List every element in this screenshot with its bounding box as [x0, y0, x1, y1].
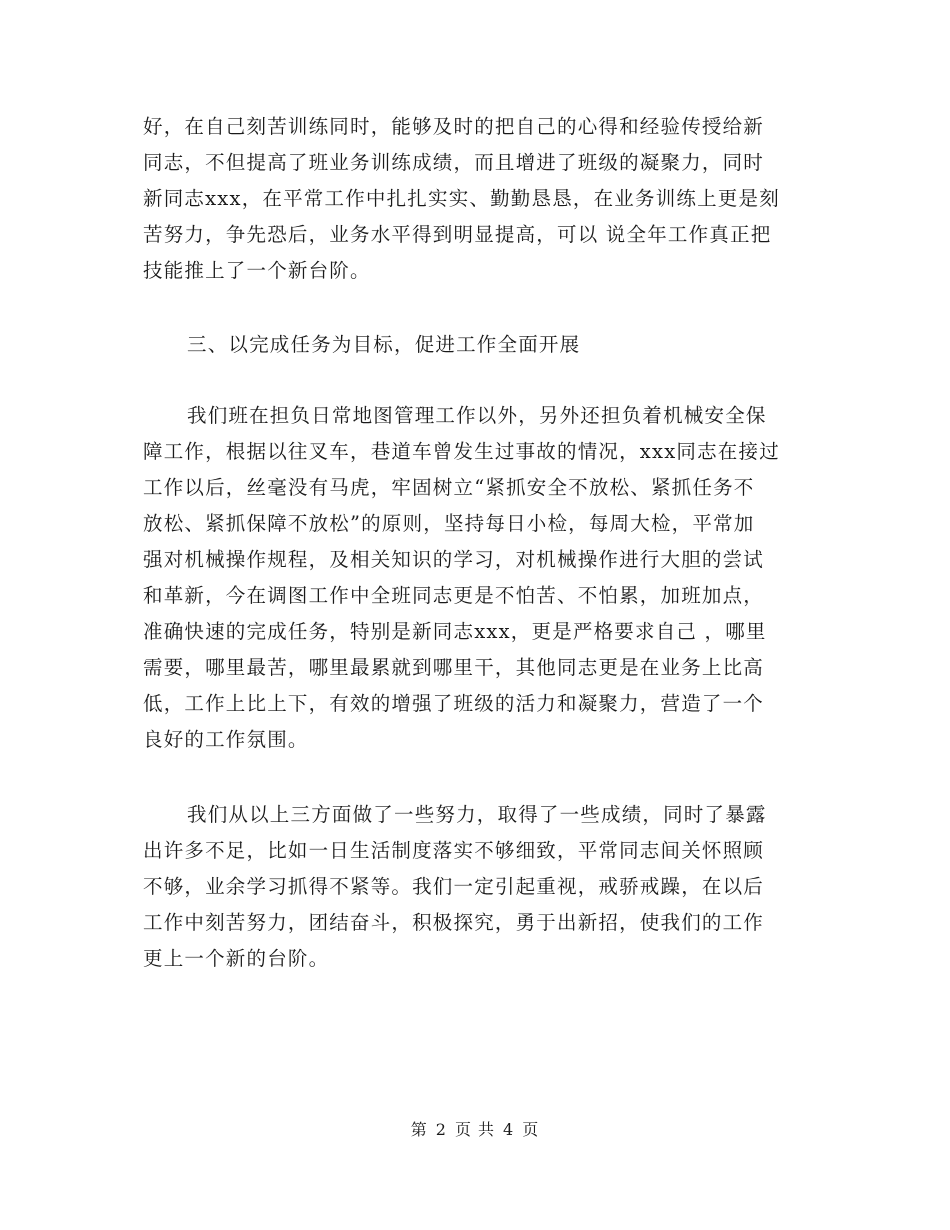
- current-page-number: 2: [435, 1120, 447, 1139]
- text-line: 出许多不足，比如一日生活制度落实不够细致，平常同志间关怀照顾: [143, 839, 765, 862]
- page-footer: [0, 1117, 950, 1140]
- text-line: 同志，不但提高了班业务训练成绩，而且增进了班级的凝聚力，同时: [143, 151, 765, 174]
- text-line: 放松、紧抓保障不放松”的原则，坚持每日小检，每周大检，平常加: [143, 512, 755, 535]
- paragraph: [143, 797, 808, 977]
- section-heading-text: 三、以完成任务为目标，促进工作全面开展: [187, 333, 581, 356]
- text-line: 我们从以上三方面做了一些努力，取得了一些成绩，同时了暴露: [187, 803, 767, 826]
- text-line: 需要，哪里最苦，哪里最累就到哪里干，其他同志更是在业务上比高: [143, 656, 765, 679]
- footer-suffix: 页: [522, 1120, 540, 1139]
- text-line: 准确快速的完成任务，特别是新同志xxx，更是严格要求自己 ，哪里: [143, 620, 767, 643]
- text-line: 工作中刻苦努力，团结奋斗，积极探究，勇于出新招，使我们的工作: [143, 911, 765, 934]
- text-line: 好，在自己刻苦训练同时，能够及时的把自己的心得和经验传授给新: [143, 115, 765, 138]
- text-line: 不够，业余学习抓得不紧等。我们一定引起重视，戒骄戒躁，在以后: [143, 875, 765, 898]
- text-line: 障工作，根据以往叉车，巷道车曾发生过事故的情况，xxx同志在接过: [143, 440, 780, 463]
- text-line: 新同志xxx，在平常工作中扎扎实实、勤勤恳恳，在业务训练上更是刻: [143, 187, 780, 210]
- text-line: 苦努力，争先恐后，业务水平得到明显提高，可以 说全年工作真正把: [143, 223, 772, 246]
- continuation-paragraph: [143, 109, 808, 289]
- text-line: 更上一个新的台阶。: [143, 947, 330, 970]
- text-line: 技能推上了一个新台阶。: [143, 259, 371, 282]
- text-line: 低，工作上比上下，有效的增强了班级的活力和凝聚力，营造了一个: [143, 692, 765, 715]
- text-line: 强对机械操作规程，及相关知识的学习，对机械操作进行大胆的尝试: [143, 548, 765, 571]
- text-line: 和革新，今在调图工作中全班同志更是不怕苦、不怕累，加班加点，: [143, 584, 765, 607]
- text-line: 我们班在担负日常地图管理工作以外，另外还担负着机械安全保: [187, 404, 767, 427]
- total-pages-number: 4: [503, 1120, 515, 1139]
- paragraph: [143, 398, 808, 758]
- footer-middle: 页 共: [454, 1120, 496, 1139]
- footer-prefix: 第: [410, 1120, 428, 1139]
- text-line: 良好的工作氛围。: [143, 728, 309, 751]
- text-line: 工作以后，丝毫没有马虎，牢固树立“紧抓安全不放松、紧抓任务不: [143, 476, 755, 499]
- section-heading: [143, 327, 852, 363]
